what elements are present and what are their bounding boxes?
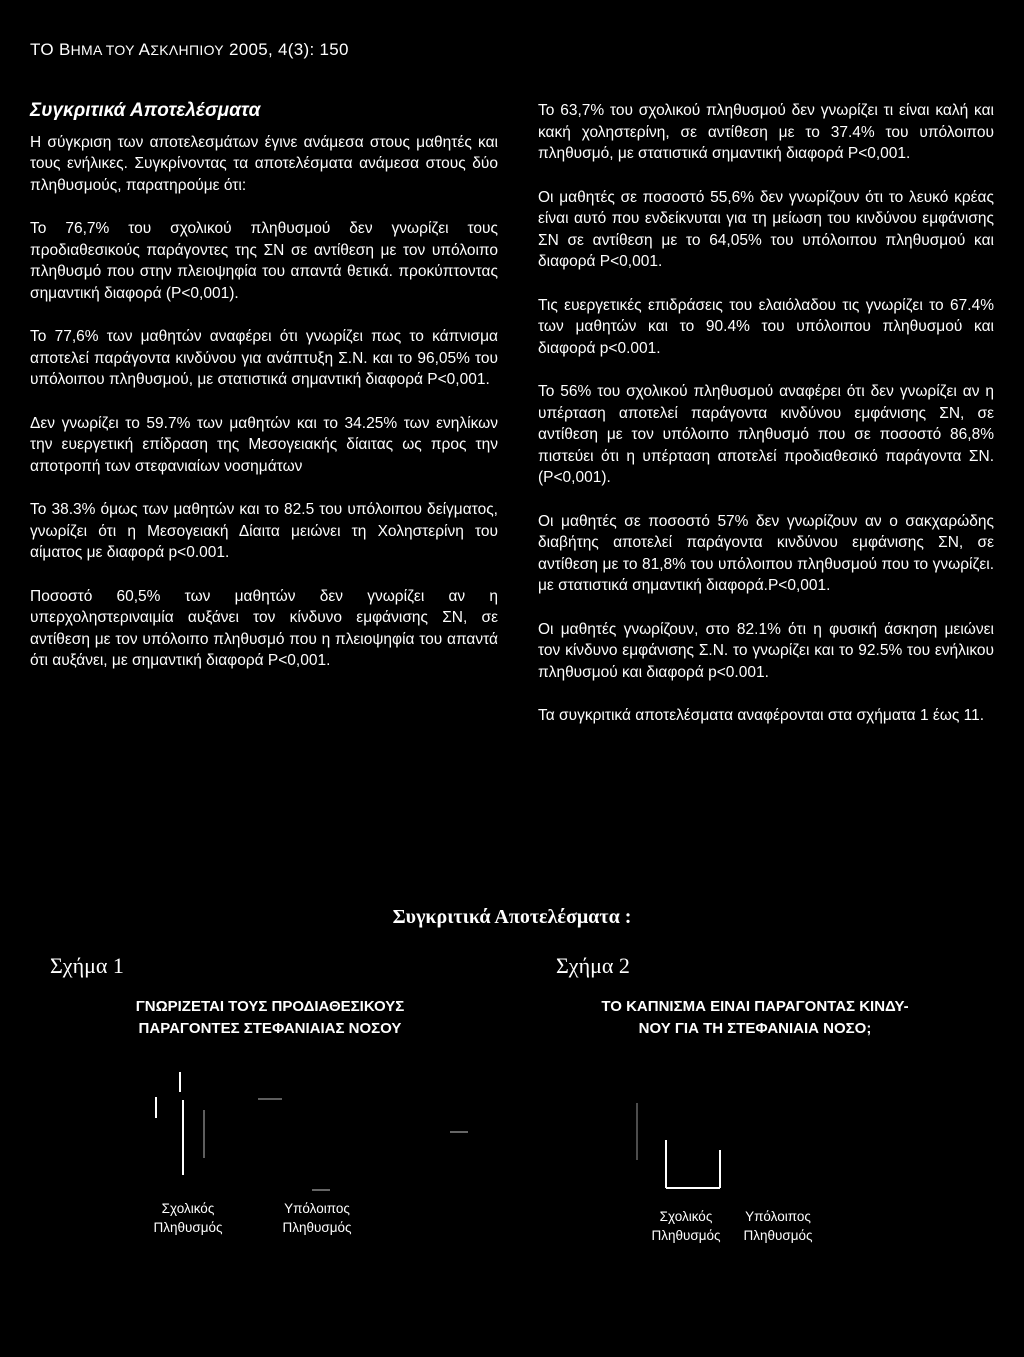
category-line: Υπόλοιπος: [284, 1201, 350, 1216]
paragraph: Δεν γνωρίζει το 59.7% των μαθητών και το 34.25% των ενηλίκων την ευεργετική επίδραση της Μεσογειακής δίαιτας ως προς την αποτροπή των στεφανιαίων νοσημάτων: [30, 414, 498, 475]
paragraph: Οι μαθητές γνωρίζουν, στο 82.1% ότι η φυσική άσκηση μειώνει τον κίνδυνο εμφάνισης Σ.Ν. το γνωρίζει και το 92.5% του ενήλικου πληθυσμού και διαφορά p<0.001.: [538, 620, 994, 681]
paragraph: Τις ευεργετικές επιδράσεις του ελαιόλαδου τις γνωρίζει το 67.4% των μαθητών και το 90.4% του υπόλοιπου πληθυσμού και διαφορά p<0.001.: [538, 296, 994, 357]
header-citation: 2005, 4(3): 150: [223, 40, 349, 59]
header-prefix: ΤΟ: [30, 40, 59, 59]
category-line: Πληθυσμός: [651, 1228, 721, 1243]
paragraph: Το 38.3% όμως των μαθητών και το 82.5 του υπόλοιπου δείγματος, γνωρίζει ότι η Μεσογειακή Δίαιτα μειώνει τη Χοληστερίνη του αίματος με διαφορά p<0.001.: [30, 501, 498, 561]
paragraph: Ποσοστό 60,5% των μαθητών δεν γνωρίζει αν η υπερχοληστεριναιμία αυξάνει τον κίνδυνο εμφάνισης ΣΝ, σε αντίθεση με τον υπόλοιπο πληθυσμό που η πλειοψηφία του απαντά ότι αυξάνει, με σημαντική διαφορά P<0,001.: [30, 587, 498, 669]
paragraph: Η σύγκριση των αποτελεσμάτων έγινε ανάμεσα στους μαθητές και τους ενήλικες. Συγκρίνοντας τα αποτελέσματα ανάμεσα στους δύο πληθυσμούς, παρατηρούμε ότι:: [30, 133, 498, 194]
paragraph: Τα συγκριτικά αποτελέσματα αναφέρονται στα σχήματα 1 έως 11.: [538, 707, 985, 724]
category-line: Σχολικός: [161, 1201, 215, 1216]
paragraph: Οι μαθητές σε ποσοστό 57% δεν γνωρίζουν αν ο σακχαρώδης διαβήτης αποτελεί παράγοντα κινδύνου εμφάνισης ΣΝ, σε αντίθεση με το 81,8% του υπόλοιπου πληθυσμού που το γνωρίζει. με στατιστικά σημαντική διαφορά.P<0,001.: [538, 512, 994, 594]
figure-2-title-line: ΝΟΥ ΓΙΑ ΤΗ ΣΤΕΦΑΝΙΑΙΑ ΝΟΣΟ;: [638, 1020, 872, 1037]
header-journal-1: ΗΜΑ ΤΟΥ: [70, 42, 139, 58]
figure-1-label: Σχήμα 1: [50, 953, 124, 978]
category-line: Πληθυσμός: [282, 1220, 352, 1235]
paragraph: Το 76,7% του σχολικού πληθυσμού δεν γνωρίζει τους προδιαθεσικούς παράγοντες της ΣΝ σε αντίθεση με τον υπόλοιπο πληθυσμό που στην πλειοψηφία του απαντά θετικά. προκύπτοντας σημαντική διαφορά (P<0,001).: [30, 220, 498, 302]
figure-2-title-line: ΤΟ ΚΑΠΝΙΣΜΑ ΕΙΝΑΙ ΠΑΡΑΓΟΝΤΑΣ ΚΙΝΔΥ-: [601, 998, 909, 1015]
category-line: Πληθυσμός: [743, 1228, 813, 1243]
section-title: Συγκριτικά Αποτελέσματα: [30, 100, 261, 121]
figures-heading: Συγκριτικά Αποτελέσματα :: [392, 906, 632, 928]
figure-1-category-label: [138, 1199, 238, 1237]
category-line: Υπόλοιπος: [745, 1209, 811, 1224]
category-line: Σχολικός: [659, 1209, 713, 1224]
figure-1-title-line: ΠΑΡΑΓΟΝΤΕΣ ΣΤΕΦΑΝΙΑΙΑΣ ΝΟΣΟΥ: [138, 1020, 402, 1037]
header-journal-2: ΣΚΛΗΠΙΟΥ: [150, 42, 224, 58]
figure-2-category-label: [728, 1207, 828, 1245]
figure-1-title-line: ΓΝΩΡΙΖΕΤΑΙ ΤΟΥΣ ΠΡΟΔΙΑΘΕΣΙΚΟΥΣ: [135, 998, 405, 1015]
figure-2-label: Σχήμα 2: [556, 953, 630, 978]
figure-1-category-label: [262, 1199, 372, 1237]
paragraph: Το 77,6% των μαθητών αναφέρει ότι γνωρίζει πως το κάπνισμα αποτελεί παράγοντα κινδύνου για ανάπτυξη Σ.Ν. και το 96,05% του υπόλοιπου πληθυσμού, με στατιστικά σημαντική διαφορά P<0,001.: [30, 328, 498, 388]
paragraph: Το 63,7% του σχολικού πληθυσμού δεν γνωρίζει τι είναι καλή και κακή χοληστερίνη, σε αντίθεση με το 37.4% του υπόλοιπου πληθυσμό, με στατιστικά σημαντική διαφορά P<0,001.: [538, 102, 994, 162]
paragraph: Οι μαθητές σε ποσοστό 55,6% δεν γνωρίζουν ότι το λευκό κρέας είναι αυτό που ενδείκνυται για τη μείωση του κινδύνου εμφάνισης ΣΝ σε αντίθεση με το 64,05% του υπόλοιπου πληθυσμού και διαφορά P<0,001.: [538, 188, 994, 270]
header-journal-b: Β: [58, 40, 71, 59]
figure-2-category-label: [636, 1207, 736, 1245]
category-line: Πληθυσμός: [153, 1220, 223, 1235]
paragraph: Το 56% του σχολικού πληθυσμού αναφέρει ότι δεν γνωρίζει αν η υπέρταση αποτελεί παράγοντα κινδύνου εμφάνισης ΣΝ, σε αντίθεση με τον υπόλοιπο πληθυσμό που σε ποσοστό 86,8% πιστεύει ότι η υπέρταση αποτελεί προδιαθεσικό παράγοντα ΣΝ. (P<0,001).: [538, 383, 994, 486]
header-journal-a: Α: [138, 40, 151, 59]
